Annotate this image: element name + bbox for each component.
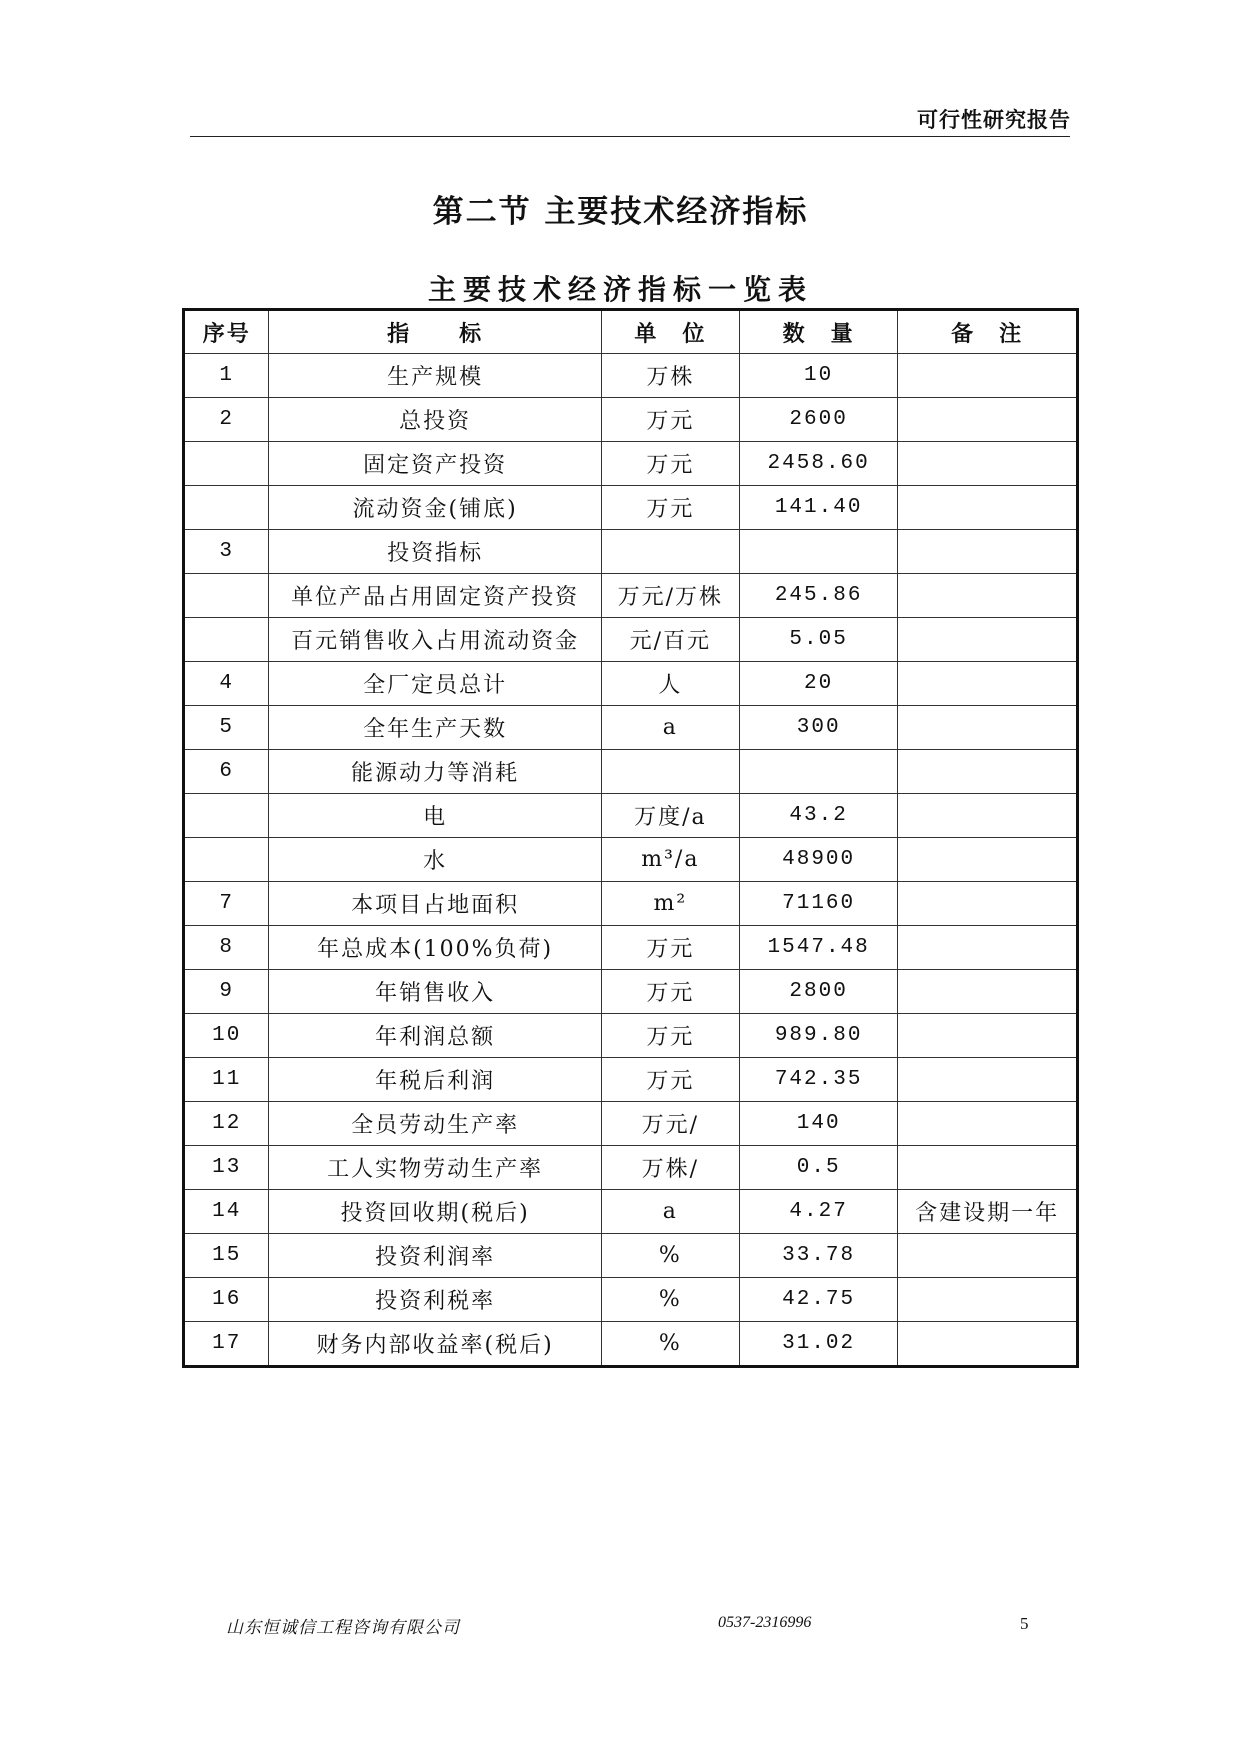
- table-row: [184, 1234, 1078, 1278]
- cell-name: 流动资金(铺底): [269, 486, 601, 530]
- cell-note: [898, 926, 1078, 970]
- cell-note: [898, 442, 1078, 486]
- table-row: [184, 1014, 1078, 1058]
- cell-note: [898, 1278, 1078, 1322]
- cell-seq: 3: [184, 530, 269, 574]
- cell-unit: 万元: [601, 1058, 739, 1102]
- cell-note: [898, 1146, 1078, 1190]
- cell-qty: 2458.60: [739, 442, 897, 486]
- page-number: 5: [1020, 1614, 1029, 1633]
- cell-name: 年税后利润: [269, 1058, 601, 1102]
- cell-qty: 1547.48: [739, 926, 897, 970]
- cell-seq: [184, 442, 269, 486]
- cell-note: [898, 1234, 1078, 1278]
- table-row: [184, 618, 1078, 662]
- cell-name: 工人实物劳动生产率: [269, 1146, 601, 1190]
- cell-unit: 万元/: [601, 1102, 739, 1146]
- cell-unit: 万元: [601, 970, 739, 1014]
- cell-name: 生产规模: [269, 354, 601, 398]
- table-row: [184, 882, 1078, 926]
- cell-seq: 16: [184, 1278, 269, 1322]
- cell-seq: [184, 486, 269, 530]
- cell-seq: 2: [184, 398, 269, 442]
- table-row: [184, 354, 1078, 398]
- table-row: [184, 1278, 1078, 1322]
- table-row: [184, 442, 1078, 486]
- cell-note: [898, 354, 1078, 398]
- report-header-title: 可行性研究报告: [917, 108, 1071, 132]
- cell-seq: 10: [184, 1014, 269, 1058]
- table-row: [184, 574, 1078, 618]
- table-row: [184, 662, 1078, 706]
- cell-note: [898, 882, 1078, 926]
- cell-seq: 15: [184, 1234, 269, 1278]
- cell-unit: 万株/: [601, 1146, 739, 1190]
- cell-name: 投资指标: [269, 530, 601, 574]
- table-row: [184, 486, 1078, 530]
- cell-qty: 0.5: [739, 1146, 897, 1190]
- cell-note: [898, 706, 1078, 750]
- indicators-table: [182, 308, 1079, 1368]
- cell-unit: %: [601, 1278, 739, 1322]
- cell-unit: a: [601, 706, 739, 750]
- cell-qty: 245.86: [739, 574, 897, 618]
- cell-note: [898, 486, 1078, 530]
- table-row: [184, 750, 1078, 794]
- cell-name: 年利润总额: [269, 1014, 601, 1058]
- table-row: [184, 706, 1078, 750]
- cell-seq: 8: [184, 926, 269, 970]
- cell-qty: 42.75: [739, 1278, 897, 1322]
- column-header-qty: 数 量: [739, 310, 897, 354]
- cell-seq: 12: [184, 1102, 269, 1146]
- header-divider: [190, 136, 1070, 137]
- cell-unit: 万度/a: [601, 794, 739, 838]
- cell-name: 总投资: [269, 398, 601, 442]
- cell-qty: 989.80: [739, 1014, 897, 1058]
- cell-unit: m²: [601, 882, 739, 926]
- cell-name: 财务内部收益率(税后): [269, 1322, 601, 1367]
- table-body: [184, 354, 1078, 1367]
- table-row: [184, 1102, 1078, 1146]
- cell-unit: 万元: [601, 926, 739, 970]
- cell-qty: 20: [739, 662, 897, 706]
- cell-note: [898, 618, 1078, 662]
- table-row: [184, 794, 1078, 838]
- cell-name: 能源动力等消耗: [269, 750, 601, 794]
- cell-seq: 17: [184, 1322, 269, 1367]
- cell-seq: 14: [184, 1190, 269, 1234]
- cell-seq: 11: [184, 1058, 269, 1102]
- table-row: [184, 530, 1078, 574]
- cell-name: 年总成本(100%负荷): [269, 926, 601, 970]
- cell-name: 百元销售收入占用流动资金: [269, 618, 601, 662]
- cell-unit: 万元: [601, 398, 739, 442]
- cell-qty: 141.40: [739, 486, 897, 530]
- cell-note: [898, 750, 1078, 794]
- cell-qty: 300: [739, 706, 897, 750]
- cell-qty: 140: [739, 1102, 897, 1146]
- cell-name: 本项目占地面积: [269, 882, 601, 926]
- cell-name: 投资利润率: [269, 1234, 601, 1278]
- cell-name: 全厂定员总计: [269, 662, 601, 706]
- table-row: [184, 926, 1078, 970]
- footer-phone: 0537-2316996: [718, 1614, 812, 1631]
- cell-qty: 10: [739, 354, 897, 398]
- cell-qty: 48900: [739, 838, 897, 882]
- cell-note: [898, 1322, 1078, 1367]
- cell-note: [898, 530, 1078, 574]
- table-row: [184, 1322, 1078, 1367]
- column-header-seq: 序号: [184, 310, 269, 354]
- cell-qty: 43.2: [739, 794, 897, 838]
- cell-name: 固定资产投资: [269, 442, 601, 486]
- cell-seq: 6: [184, 750, 269, 794]
- cell-seq: 4: [184, 662, 269, 706]
- cell-unit: 万元: [601, 442, 739, 486]
- cell-seq: [184, 838, 269, 882]
- cell-seq: 9: [184, 970, 269, 1014]
- table-row: [184, 838, 1078, 882]
- cell-qty: 2600: [739, 398, 897, 442]
- cell-name: 全年生产天数: [269, 706, 601, 750]
- cell-name: 年销售收入: [269, 970, 601, 1014]
- cell-qty: 5.05: [739, 618, 897, 662]
- cell-note: [898, 1102, 1078, 1146]
- table-row: [184, 970, 1078, 1014]
- column-header-note: 备 注: [898, 310, 1078, 354]
- section-title: 第二节 主要技术经济指标: [432, 194, 809, 230]
- cell-seq: 7: [184, 882, 269, 926]
- cell-qty: 4.27: [739, 1190, 897, 1234]
- cell-note: [898, 838, 1078, 882]
- cell-note: [898, 794, 1078, 838]
- cell-name: 投资利税率: [269, 1278, 601, 1322]
- cell-seq: [184, 618, 269, 662]
- cell-name: 投资回收期(税后): [269, 1190, 601, 1234]
- cell-name: 全员劳动生产率: [269, 1102, 601, 1146]
- cell-qty: 33.78: [739, 1234, 897, 1278]
- cell-unit: %: [601, 1234, 739, 1278]
- cell-note: [898, 662, 1078, 706]
- table-header-row: [184, 310, 1078, 354]
- cell-note: [898, 970, 1078, 1014]
- table-row: [184, 1146, 1078, 1190]
- cell-note: 含建设期一年: [898, 1190, 1078, 1234]
- cell-qty: 742.35: [739, 1058, 897, 1102]
- cell-unit: [601, 750, 739, 794]
- cell-unit: 万元: [601, 486, 739, 530]
- cell-qty: [739, 750, 897, 794]
- cell-name: 电: [269, 794, 601, 838]
- cell-qty: 31.02: [739, 1322, 897, 1367]
- cell-qty: [739, 530, 897, 574]
- column-header-name: 指 标: [269, 310, 601, 354]
- cell-unit: 万株: [601, 354, 739, 398]
- cell-unit: [601, 530, 739, 574]
- cell-note: [898, 574, 1078, 618]
- cell-unit: 元/百元: [601, 618, 739, 662]
- cell-seq: 13: [184, 1146, 269, 1190]
- cell-name: 单位产品占用固定资产投资: [269, 574, 601, 618]
- cell-name: 水: [269, 838, 601, 882]
- table-title: 主要技术经济指标一览表: [427, 273, 813, 306]
- cell-unit: 万元/万株: [601, 574, 739, 618]
- cell-note: [898, 1014, 1078, 1058]
- cell-qty: 71160: [739, 882, 897, 926]
- table-row: [184, 1190, 1078, 1234]
- cell-seq: [184, 574, 269, 618]
- cell-unit: 人: [601, 662, 739, 706]
- cell-qty: 2800: [739, 970, 897, 1014]
- cell-note: [898, 1058, 1078, 1102]
- cell-seq: [184, 794, 269, 838]
- column-header-unit: 单 位: [601, 310, 739, 354]
- cell-note: [898, 398, 1078, 442]
- cell-unit: 万元: [601, 1014, 739, 1058]
- cell-unit: %: [601, 1322, 739, 1367]
- cell-seq: 5: [184, 706, 269, 750]
- table-row: [184, 398, 1078, 442]
- cell-unit: m³/a: [601, 838, 739, 882]
- table-row: [184, 1058, 1078, 1102]
- footer-company: 山东恒诚信工程咨询有限公司: [226, 1618, 460, 1638]
- cell-unit: a: [601, 1190, 739, 1234]
- cell-seq: 1: [184, 354, 269, 398]
